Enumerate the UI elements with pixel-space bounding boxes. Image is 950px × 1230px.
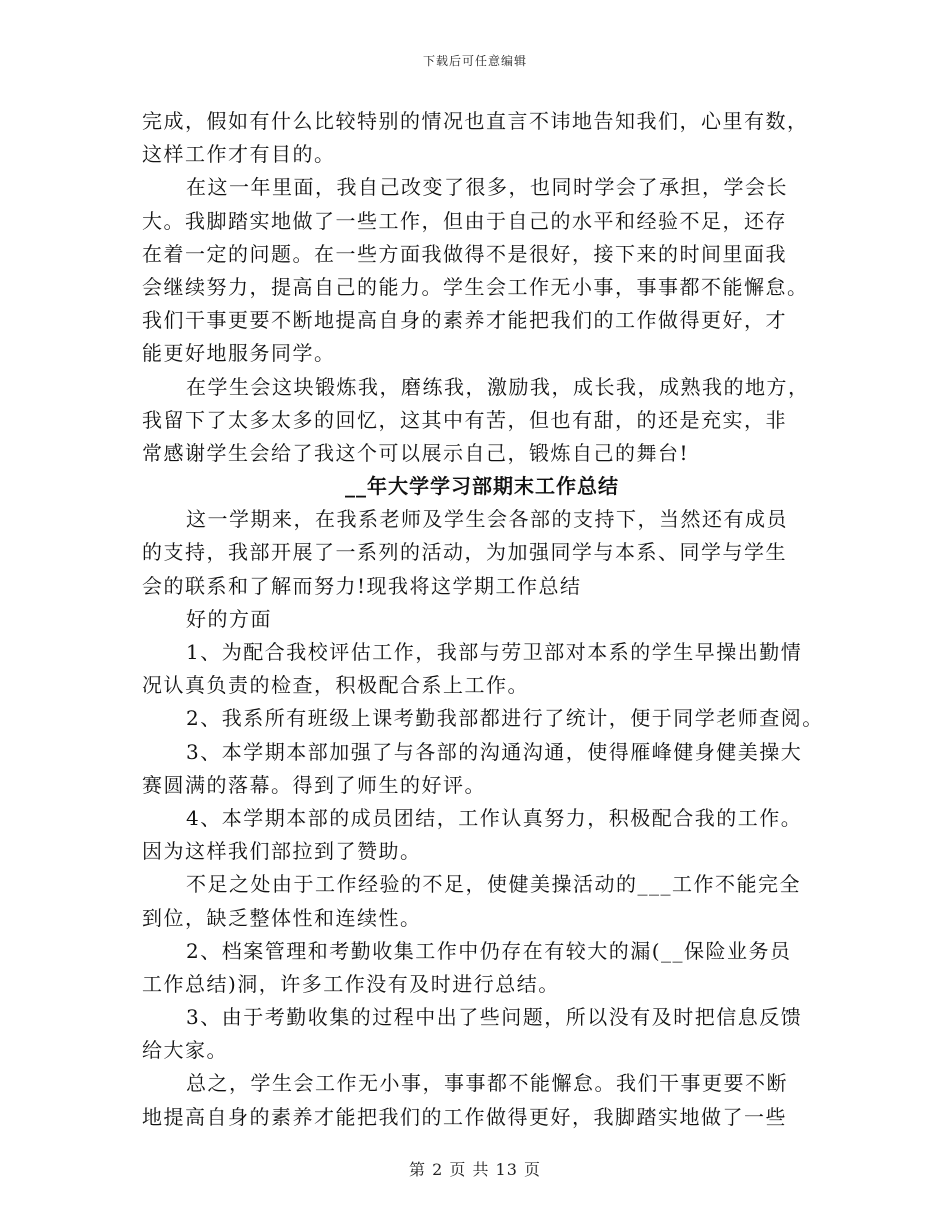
text-line: 给大家。: [142, 1038, 228, 1063]
text-line: 赛圆满的落幕。得到了师生的好评。: [142, 772, 486, 797]
text-line: 2、我系所有班级上课考勤我部都进行了统计，便于同学老师查阅。: [186, 706, 824, 731]
text-line: 4、本学期本部的成员团结，工作认真努力，积极配合我的工作。: [186, 805, 803, 830]
text-line: 在着一定的问题。在一些方面我做得不是很好，接下来的时间里面我: [142, 241, 787, 266]
text-line: 因为这样我们部拉到了赞助。: [142, 839, 422, 864]
text-line: 在学生会这块锻炼我，磨练我，激励我，成长我，成熟我的地方，: [186, 374, 810, 399]
text-line: 在这一年里面，我自己改变了很多，也同时学会了承担，学会长: [186, 175, 788, 200]
text-line: 3、由于考勤收集的过程中出了些问题，所以没有及时把信息反馈: [186, 1005, 803, 1030]
text-line: 会的联系和了解而努力!现我将这学期工作总结: [142, 573, 582, 598]
text-line: 不足之处由于工作经验的不足，使健美操活动的___工作不能完全: [186, 872, 801, 897]
text-line: 完成，假如有什么比较特别的情况也直言不讳地告知我们，心里有数，: [142, 109, 809, 133]
text-line: 好的方面: [186, 606, 272, 631]
text-line: 况认真负责的检查，积极配合系上工作。: [142, 673, 529, 698]
text-line: 能更好地服务同学。: [142, 341, 336, 366]
text-line: 我留下了太多太多的回忆，这其中有苦，但也有甜，的还是充实，非: [142, 407, 787, 432]
text-line: 2、档案管理和考勤收集工作中仍存在有较大的漏(__保险业务员: [186, 938, 792, 963]
text-line: 1、为配合我校评估工作，我部与劳卫部对本系的学生早操出勤情: [186, 640, 803, 664]
text-line: 大。我脚踏实地做了一些工作，但由于自己的水平和经验不足，还存: [142, 208, 787, 233]
page-footer: 第 2 页 共 13 页: [409, 1160, 541, 1179]
document-body: [142, 105, 822, 1134]
text-line: 我们干事更要不断地提高自身的素养才能把我们的工作做得更好，才: [142, 308, 787, 333]
section-heading: __年大学学习部期末工作总结: [345, 474, 619, 499]
text-line: 工作总结)洞，许多工作没有及时进行总结。: [142, 971, 560, 996]
text-line: 这样工作才有目的。: [142, 142, 336, 167]
text-line: 地提高自身的素养才能把我们的工作做得更好，我脚踏实地做了一些: [142, 1104, 787, 1129]
header-note: 下载后可任意编辑: [422, 54, 527, 68]
text-line: 这一学期来，在我系老师及学生会各部的支持下，当然还有成员: [186, 507, 788, 532]
text-line: 会继续努力，提高自己的能力。学生会工作无小事，事事都不能懈怠。: [142, 274, 809, 299]
text-line: 到位，缺乏整体性和连续性。: [142, 905, 422, 930]
text-line: 的支持，我部开展了一系列的活动，为加强同学与本系、同学与学生: [142, 540, 787, 565]
text-line: 总之，学生会工作无小事，事事都不能懈怠。我们干事更要不断: [186, 1071, 788, 1096]
text-line: 常感谢学生会给了我这个可以展示自己，锻炼自己的舞台!: [142, 440, 690, 465]
text-line: 3、本学期本部加强了与各部的沟通沟通，使得雁峰健身健美操大: [186, 739, 803, 764]
